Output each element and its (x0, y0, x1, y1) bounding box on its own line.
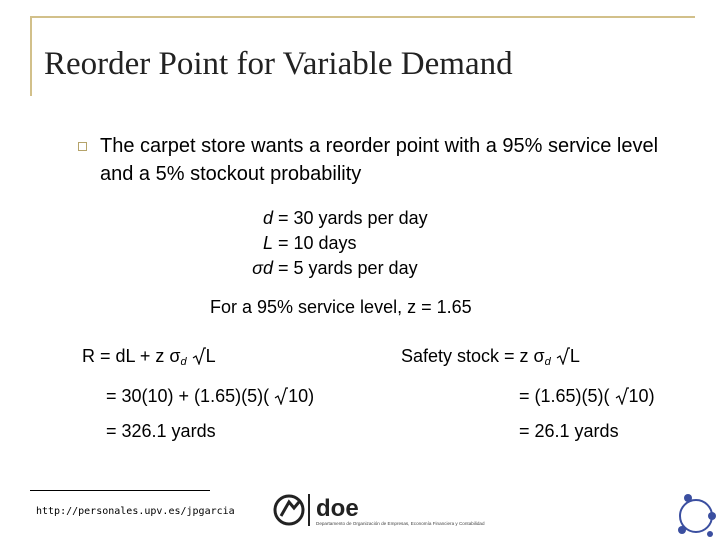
variable-symbol: σd (252, 258, 273, 278)
title-accent-line-horizontal (30, 16, 695, 18)
safety-stock-formula (401, 346, 580, 368)
formula-text: = (1.65)(5)( (519, 386, 610, 406)
formula-text: 10) (628, 386, 655, 406)
square-root-icon (192, 347, 206, 365)
intro-text: The carpet store wants a reorder point with a 95% service level and a 5% stockout probability (100, 135, 659, 185)
title-accent-line-vertical (30, 16, 32, 96)
reorder-point-calculation (106, 386, 314, 407)
reorder-point-result: = 326.1 yards (106, 421, 216, 441)
logo-caption: Departamento de Organización de Empresas, Economía Financiera y Contabilidad (316, 521, 485, 526)
variable-symbol: d (262, 208, 273, 228)
formula-text: L (569, 346, 580, 366)
doe-logo-icon (272, 490, 522, 530)
formula-text: = 30(10) + (1.65)(5)( (106, 386, 270, 406)
variable-value: = 5 yards per day (278, 258, 418, 278)
formula-subscript: d (180, 356, 187, 368)
bullet-square-icon (78, 142, 87, 151)
reorder-point-formula (82, 346, 216, 368)
formula-text: Safety stock = z σ (401, 346, 545, 366)
square-root-icon (556, 347, 570, 365)
footer-divider (30, 490, 210, 491)
formula-text: R = dL + z σ (82, 346, 181, 366)
corner-decoration-icon (672, 486, 720, 540)
footer-url: http://personales.upv.es/jpgarcia (36, 506, 235, 517)
department-logo (272, 490, 522, 530)
square-root-icon (615, 387, 629, 405)
svg-text:doe: doe (316, 495, 359, 522)
service-level-line: For a 95% service level, z = 1.65 (210, 297, 472, 317)
formula-text: 10) (288, 386, 315, 406)
safety-stock-result: = 26.1 yards (519, 421, 619, 441)
variable-symbol: L (262, 233, 273, 253)
formula-text: L (205, 346, 216, 366)
formula-subscript: d (544, 356, 551, 368)
variable-value: = 10 days (278, 233, 357, 253)
variable-value: = 30 yards per day (278, 208, 428, 228)
square-root-icon (274, 387, 288, 405)
safety-stock-calculation (519, 386, 655, 407)
slide-title: Reorder Point for Variable Demand (44, 46, 513, 82)
